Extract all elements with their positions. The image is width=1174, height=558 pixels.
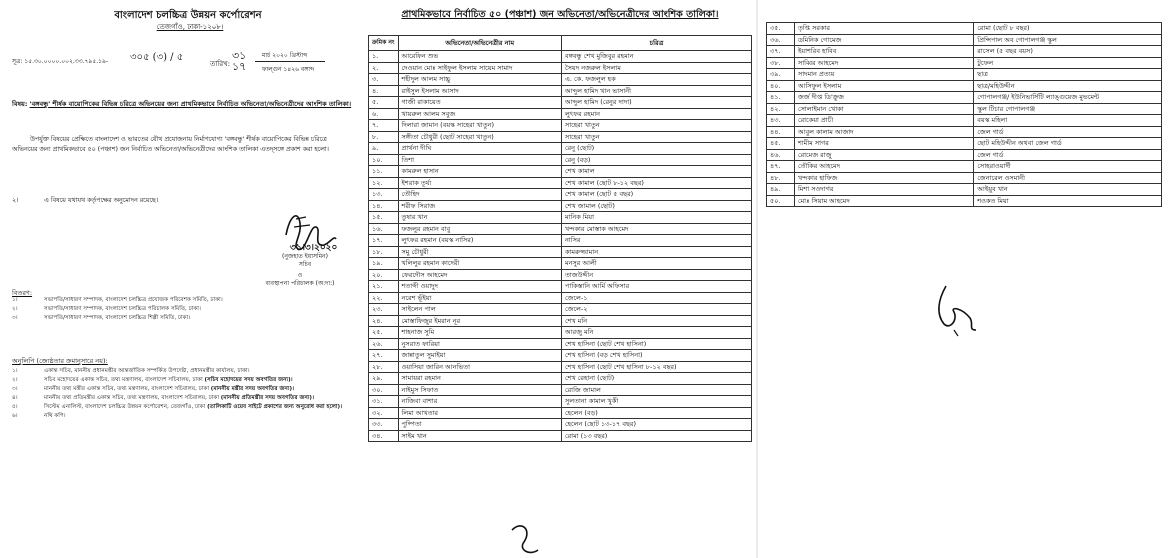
item-text-plain: সভাপতি/সাধারণ সম্পাদক, বাংলাদেশ চলচ্চিত্র পরিচালক সমিতি, ঢাকা। xyxy=(44,306,201,312)
table-row xyxy=(369,361,752,373)
initial-signature xyxy=(928,280,988,340)
cell-sl: ১১. xyxy=(369,166,399,178)
subject-line xyxy=(12,100,352,109)
cast-table-1 xyxy=(368,35,752,442)
cell-actor: মিশা সওদাগর xyxy=(794,184,973,196)
table-row xyxy=(369,131,752,143)
cell-actor: রোকেয়া প্রাচী xyxy=(794,115,973,127)
cell-sl: ৩৮. xyxy=(767,57,795,69)
cell-actor: জান্নাতুল সুমাইয়া xyxy=(398,350,561,362)
cell-role: শেখ হাসিনা (বড় শেখ হাসিনা) xyxy=(561,350,751,362)
reference-number: সূত্র: ১৫.৩০.০০০০.০০২.৩৩.৭৯৫.১৯- xyxy=(12,58,109,65)
date-handwritten xyxy=(232,50,246,72)
table-row xyxy=(369,74,752,86)
cell-role: আরজু মনি xyxy=(561,327,751,339)
cell-actor: ফজলুর রহমান বাবু xyxy=(398,223,561,235)
cell-role: শওকত মিয়া xyxy=(974,195,1162,207)
cell-sl: ৩৫. xyxy=(767,23,795,35)
cell-role: শেখ কামাল xyxy=(561,166,751,178)
table-row xyxy=(369,212,752,224)
table-row xyxy=(767,57,1162,69)
cell-role: হেলেন (বড়) xyxy=(561,407,751,419)
cell-sl: ১. xyxy=(369,51,399,63)
cell-role: প্রিন্সিপাল অব গোপালগঞ্জ স্কুল xyxy=(974,34,1162,46)
item-number: ১। xyxy=(12,368,18,374)
date-label: তারিখ: xyxy=(210,60,231,68)
cell-sl: ৩৯. xyxy=(767,69,795,81)
cell-actor: সাইম খান xyxy=(398,430,561,442)
cell-sl: ২৫. xyxy=(369,327,399,339)
cell-role: জেলে-১ xyxy=(561,292,751,304)
cell-role: সোহরাওয়ার্দী xyxy=(974,161,1162,173)
table-row xyxy=(369,430,752,442)
item-text xyxy=(44,367,250,375)
table-row xyxy=(767,161,1162,173)
cell-sl: ২৯. xyxy=(369,373,399,385)
paragraph-text: এ বিষয়ে যথাযথ কর্তৃপক্ষের অনুমোদন রয়েছে। xyxy=(44,197,159,204)
cell-sl: ৪. xyxy=(369,85,399,97)
cell-sl: ৩৭. xyxy=(767,46,795,58)
cell-sl: ৩৪. xyxy=(369,430,399,442)
cell-actor: সাব্বির আহমেদ xyxy=(794,57,973,69)
cell-sl: ৪৩. xyxy=(767,115,795,127)
item-text-bold: (মাননীয় প্রতিমন্ত্রীর সদয় অবগতির জন্য)। xyxy=(220,395,314,401)
signer-name-text: (নুজহাত ইয়াসমিন) xyxy=(282,253,328,260)
table-row xyxy=(767,195,1162,207)
signer-desig-text: ব্যবস্থাপনা পরিচালক (অ:দা:) xyxy=(265,280,335,287)
item-text xyxy=(44,305,201,313)
initial-signature xyxy=(502,520,562,558)
cell-actor: রাইসুল ইসলাম আসাদ xyxy=(398,85,561,97)
cell-role: মনসুর আলী xyxy=(561,258,751,270)
cell-role: ছাত্র/মহিউদ্দীন xyxy=(974,80,1162,92)
cell-actor: তৌকির আহমেদ xyxy=(794,161,973,173)
cell-sl: ১০. xyxy=(369,154,399,166)
cell-actor: কামরুল হাসান xyxy=(398,166,561,178)
table-row xyxy=(369,177,752,189)
cell-actor: তৌহিদ xyxy=(398,189,561,201)
cell-sl: ১৯. xyxy=(369,258,399,270)
table-row xyxy=(767,149,1162,161)
signer-name xyxy=(265,253,345,269)
table-row xyxy=(369,269,752,281)
cell-actor: নরেশ ভূঁইয়া xyxy=(398,292,561,304)
cell-sl: ১৪. xyxy=(369,200,399,212)
cell-role: জেল গার্ড xyxy=(974,149,1162,161)
header-actor: অভিনেতা/অভিনেত্রীর নাম xyxy=(398,36,561,51)
table-header-row xyxy=(369,36,752,51)
cell-actor: দিলারা জামান (বয়স্ক সাহেরা খাতুন) xyxy=(398,120,561,132)
table-row xyxy=(369,200,752,212)
cell-actor: তৃপ্তি সরকার xyxy=(794,23,973,35)
paragraph-number: ২। xyxy=(12,197,19,204)
cell-sl: ৩০. xyxy=(369,384,399,396)
table-row xyxy=(767,34,1162,46)
cell-role: আব্দুল হামিদ (রেনুর দাদা) xyxy=(561,97,751,109)
table-row xyxy=(369,143,752,155)
cell-actor: ইশরাক তূর্য্য xyxy=(398,177,561,189)
item-text-plain: সচিব মহোদয়ের একান্ত সচিব, তথ্য মন্ত্রণালয়, বাংলাদেশ সচিবালয়, ঢাকা xyxy=(44,377,205,383)
cell-sl: ৮. xyxy=(369,131,399,143)
item-text xyxy=(44,403,342,411)
date-day-2: ১৭ xyxy=(232,60,247,73)
table-row xyxy=(767,172,1162,184)
cast-list-page-1 xyxy=(362,0,758,558)
table-row xyxy=(369,223,752,235)
cell-sl: ৩৩. xyxy=(369,419,399,431)
table-row xyxy=(369,246,752,258)
cell-actor: আসিফুল ইসলাম xyxy=(794,80,973,92)
subject-label: বিষয়: xyxy=(12,100,28,108)
item-number: ৫। xyxy=(12,404,18,410)
cell-actor: লুৎফর রহমান (বয়স্ক নাসির) xyxy=(398,235,561,247)
cell-actor: শহীদুল আলম সাচ্চু xyxy=(398,74,561,86)
cell-sl: ৪৯. xyxy=(767,184,795,196)
cell-actor: ওয়াসিয়া জারিন আনভিতা xyxy=(398,361,561,373)
cell-actor: রোমেজ রাজু xyxy=(794,149,973,161)
cell-sl: ৪২. xyxy=(767,103,795,115)
cell-role: তাজউদ্দীন xyxy=(561,269,751,281)
cell-sl: ২৮. xyxy=(369,361,399,373)
table-row xyxy=(369,166,752,178)
cell-actor: প্রার্থনা দীঘি xyxy=(398,143,561,155)
cell-actor: নুসরাত ফারিয়া xyxy=(398,338,561,350)
table-row xyxy=(767,126,1162,138)
item-text-plain: সিস্টেম এনালিস্ট, বাংলাদেশ চলচ্চিত্র উন্নয়ন কর্পোরেশন, তেজগাঁও, ঢাকা xyxy=(44,404,208,410)
cell-sl: ৪০. xyxy=(767,80,795,92)
item-text-bold: (মাননীয় মন্ত্রীর সদয় অবগতির জন্য)। xyxy=(210,386,295,392)
cell-sl: ১২. xyxy=(369,177,399,189)
date-bangla: ফাল্গুন ১৪২৬ বঙ্গাব্দ xyxy=(262,66,315,73)
cell-sl: ৬. xyxy=(369,108,399,120)
table-row xyxy=(767,69,1162,81)
item-number: ২। xyxy=(12,306,18,312)
copy-item xyxy=(12,412,352,420)
item-number: ৬। xyxy=(12,413,18,419)
cell-sl: ৪৫. xyxy=(767,138,795,150)
cell-sl: ৫০. xyxy=(767,195,795,207)
table-row xyxy=(369,292,752,304)
cell-sl: ২০. xyxy=(369,269,399,281)
table-row xyxy=(369,120,752,132)
cell-sl: ১৬. xyxy=(369,223,399,235)
table-row xyxy=(767,92,1162,104)
cell-actor: সামায়রা রহমান xyxy=(398,373,561,385)
cell-sl: ৪৮. xyxy=(767,172,795,184)
header-sl: ক্রমিক নং xyxy=(369,36,399,51)
item-text xyxy=(44,376,293,384)
table-row xyxy=(369,281,752,293)
cell-actor: তুষার খান xyxy=(398,212,561,224)
copy-item xyxy=(12,385,352,393)
cell-role: রোমা (ছোট ৮ বছর) xyxy=(974,23,1162,35)
cell-actor: ডমিনিক গোমেজ xyxy=(794,34,973,46)
cell-sl: ২১. xyxy=(369,281,399,293)
cell-actor: পুষ্পিতা xyxy=(398,419,561,431)
org-address: তেজগাঁও, ঢাকা-১২০৮। xyxy=(156,23,224,31)
cell-role: জেনারেল ওসমানী xyxy=(974,172,1162,184)
cell-role: রাসেল (৫ বছর বয়স) xyxy=(974,46,1162,58)
cell-actor: শরীফ সিরাজ xyxy=(398,200,561,212)
table-row xyxy=(369,315,752,327)
table-row xyxy=(767,103,1162,115)
item-text-plain: সভাপতি/সাধারণ সম্পাদক, বাংলাদেশ চলচ্চিত্র প্রযোজক পরিবেশক সমিতি, ঢাকা। xyxy=(44,297,223,303)
cell-role: বয়স্ক মহিলা xyxy=(974,115,1162,127)
cell-actor: ইয়াশরিব হাবিব xyxy=(794,46,973,58)
item-text xyxy=(44,385,294,393)
cell-actor: আরেফিন শুভ xyxy=(398,51,561,63)
cell-actor: মোস্তাফিজুর ইমরান নূর xyxy=(398,315,561,327)
table-row xyxy=(767,46,1162,58)
copy-item xyxy=(12,367,352,375)
cell-sl: ৪১. xyxy=(767,92,795,104)
table-row xyxy=(767,115,1162,127)
cell-actor: সোলাইমান খোকা xyxy=(794,103,973,115)
subject-text: 'বঙ্গবন্ধু' শীর্ষক বায়োপিকের বিভিন্ন চরিত্রে অভিনয়ের জন্য প্রাথমিকভাবে নির্বাচিত অভিনেতা/অভিনেত্রীদের আংশিক তালিকা। xyxy=(29,100,352,108)
table-row xyxy=(369,62,752,74)
cell-role: শেখ জামাল (ছোট) xyxy=(561,200,751,212)
date-divider xyxy=(255,61,325,62)
cell-role: সাহেরা খাতুন xyxy=(561,131,751,143)
cell-sl: ১৮. xyxy=(369,246,399,258)
item-text-bold: (তালিকাটি ওয়েব সাইটে প্রকাশের জন্য অনুরোধ করা হলো)। xyxy=(207,404,343,410)
cell-actor: মোঃ সিয়াম আহমেদ xyxy=(794,195,973,207)
cell-role: হেলেন (ছোট ১৩-১৭ বছর) xyxy=(561,419,751,431)
cell-role: শেখ মনি xyxy=(561,315,751,327)
item-text xyxy=(44,412,66,420)
cell-sl: ১৩. xyxy=(369,189,399,201)
date-day-1: ৩১ xyxy=(232,49,247,62)
cell-sl: ৩১. xyxy=(369,396,399,408)
cell-actor: গাজী রাকায়েত xyxy=(398,97,561,109)
cell-role: ছোট মহিউদ্দীন অথবা জেল গার্ড xyxy=(974,138,1162,150)
table-row xyxy=(369,258,752,270)
item-text xyxy=(44,394,314,402)
cell-sl: ১৭. xyxy=(369,235,399,247)
cell-role: রেনু (ছোট) xyxy=(561,143,751,155)
table-row xyxy=(369,373,752,385)
distribution-title: বিতরণ: xyxy=(12,289,33,297)
table-row xyxy=(369,327,752,339)
cell-sl: ২৬. xyxy=(369,338,399,350)
item-text-plain: মাননীয় তথ্য মন্ত্রীর একান্ত সচিব, তথ্য মন্ত্রণালয়, বাংলাদেশ সচিবালয়, ঢাকা xyxy=(44,386,211,392)
table-row xyxy=(767,23,1162,35)
cell-actor: শাহনাজ সুমি xyxy=(398,327,561,339)
table-row xyxy=(369,97,752,109)
item-text-plain: মাননীয় তথ্য প্রতিমন্ত্রীর একান্ত সচিব, তথ্য মন্ত্রণালয়, বাংলাদেশ সচিবালয়, ঢাকা xyxy=(44,395,221,401)
cell-role: ছাত্র xyxy=(974,69,1162,81)
cell-sl: ২৭. xyxy=(369,350,399,362)
table-row xyxy=(767,184,1162,196)
table-row xyxy=(767,80,1162,92)
cell-role: সাহেরা খাতুন xyxy=(561,120,751,132)
memo-number-handwritten: ৩০৫ (৩) / ৫ xyxy=(130,52,184,63)
cell-sl: ৪৪. xyxy=(767,126,795,138)
org-name: বাংলাদেশ চলচ্চিত্র উন্নয়ন কর্পোরেশন xyxy=(114,10,262,21)
cell-role: কামরুজ্জামান xyxy=(561,246,751,258)
cell-actor: শামীম সাগর xyxy=(794,138,973,150)
cell-role: রোমা (১৩ বছর) xyxy=(561,430,751,442)
cell-sl: ৩৬. xyxy=(767,34,795,46)
cell-sl: ৪৬. xyxy=(767,149,795,161)
cell-role: লুৎফর রহমান xyxy=(561,108,751,120)
cell-actor: জর্জ দীপ্ত ডি'ক্রুজ xyxy=(794,92,973,104)
cell-actor: সঙ্গীতা চৌধুরী (ছোট সাহেরা খাতুন) xyxy=(398,131,561,143)
cell-role: আইয়ুব খান xyxy=(974,184,1162,196)
cell-role: সৈয়দ নজরুল ইসলাম xyxy=(561,62,751,74)
table-row xyxy=(369,85,752,97)
cell-role: এ. কে. ফজলুল হক xyxy=(561,74,751,86)
table-row xyxy=(369,108,752,120)
cell-sl: ৪৭. xyxy=(767,161,795,173)
cell-role: জেল গার্ড xyxy=(974,126,1162,138)
cell-role: খন্দকার মোস্তাক আহমেদ xyxy=(561,223,751,235)
cell-actor: খন্দকার হাফিজ xyxy=(794,172,973,184)
cell-role: পাকিস্তানি আর্মি অফিসার xyxy=(561,281,751,293)
cell-actor: লিমা আখতার xyxy=(398,407,561,419)
signer-and: ও xyxy=(297,272,303,279)
cell-role: শেখ হাসিনা (ছোট শেখ হাসিনা) xyxy=(561,338,751,350)
copy-list xyxy=(12,367,352,421)
item-text-bold: (সচিব মহোদয়ের সদয় অবগতির জন্য)। xyxy=(204,377,293,383)
cell-role: শেখ কামাল (ছোট ৫ বছর) xyxy=(561,189,751,201)
cell-actor: নাইমুস সিফাত xyxy=(398,384,561,396)
cell-sl: ২৩. xyxy=(369,304,399,316)
table-row xyxy=(369,51,752,63)
cell-role: গোপালগঞ্জ/ ইউনিভার্সিটি ল্যাঙ্গুয়েজ মুভমেন্ট xyxy=(974,92,1162,104)
cell-sl: ৩. xyxy=(369,74,399,86)
cell-sl: ৯. xyxy=(369,143,399,155)
item-text-plain: একান্ত সচিব, মাননীয় প্রধানমন্ত্রীর আন্তর্জাতিক সম্পর্কিত উপদেষ্টা, প্রধানমন্ত্রীর কার্যালয়, ঢাকা। xyxy=(44,368,250,374)
cell-role: টুফেল xyxy=(974,57,1162,69)
cell-role: নাসির xyxy=(561,235,751,247)
cast-list-page-2 xyxy=(758,0,1174,558)
cell-actor: দেওয়ান মোঃ সাইফুল ইসলাম সায়েম সামাদ xyxy=(398,62,561,74)
distribution-item xyxy=(12,314,352,322)
body-paragraph: উপর্যুক্ত বিষয়ের প্রেক্ষিতে বাংলাদেশ ও ভারতের যৌথ প্রযোজনায় নির্মাণযোগ্য 'বঙ্গবন্ধু' শীর্ষক বায়োপিকের বিভিন্ন চরিত্রে অভিনয়ের জন্য প্রাথমিকভাবে ৫০ (পঞ্চাশ) জন নির্বাচিত অভিনেতা/অভিনেত্রীদের আংশিক তালিকা এতদ্‌সঙ্গে প্রকাশ করা হলো। xyxy=(12,136,329,153)
cast-table-2 xyxy=(766,22,1162,207)
cell-actor: সাদমান প্রত্যয় xyxy=(794,69,973,81)
table-row xyxy=(369,419,752,431)
distribution-list xyxy=(12,296,352,323)
cell-role: রোজি জামাল xyxy=(561,384,751,396)
cell-actor: খায়রুল আলম সবুজ xyxy=(398,108,561,120)
signer-designation xyxy=(240,272,360,288)
cell-sl: ২৪. xyxy=(369,315,399,327)
table-row xyxy=(369,396,752,408)
list-title: প্রাথমিকভাবে নির্বাচিত ৫০ (পঞ্চাশ) জন অভিনেতা/অভিনেত্রীদের আংশিক তালিকা। xyxy=(401,9,719,20)
table-row xyxy=(369,384,752,396)
cell-actor: সমু চৌধুরী xyxy=(398,246,561,258)
cell-role: মানিক মিয়া xyxy=(561,212,751,224)
cell-actor: তিশা xyxy=(398,154,561,166)
item-number: ৩। xyxy=(12,315,18,321)
copy-item xyxy=(12,403,352,411)
date-gregorian: মার্চ ২০২০ খ্রিস্টাব্দ xyxy=(262,52,308,59)
table-row xyxy=(369,235,752,247)
table-row xyxy=(369,350,752,362)
cell-role: স্কুল টিচার গোপালগঞ্জ xyxy=(974,103,1162,115)
cell-sl: ৫. xyxy=(369,97,399,109)
signer-title: সচিব xyxy=(298,261,312,268)
table-row xyxy=(369,338,752,350)
table-row xyxy=(369,189,752,201)
item-text xyxy=(44,296,223,304)
letter-page xyxy=(0,0,362,558)
item-text xyxy=(44,314,190,322)
cell-sl: ৩২. xyxy=(369,407,399,419)
cell-sl: ৭. xyxy=(369,120,399,132)
cell-sl: ২২. xyxy=(369,292,399,304)
cell-role: রেনু (বড়) xyxy=(561,154,751,166)
cell-role: শেখ হাসিনা (ছোট শেখ হাসিনা ৮-১২ বছর) xyxy=(561,361,751,373)
cell-actor: খলিলুর রহমান কাদেরী xyxy=(398,258,561,270)
item-number: ৪। xyxy=(12,395,18,401)
item-number: ১। xyxy=(12,297,18,303)
cell-role: আব্দুল হামিদ খান ভাসানী xyxy=(561,85,751,97)
table-row xyxy=(369,407,752,419)
signature-date: ৩১।৩।২০২০ xyxy=(290,243,338,253)
table-row xyxy=(767,138,1162,150)
cell-role: শেখ কামাল (ছোট ৮-১২ বছর) xyxy=(561,177,751,189)
cell-role: শেখ রেহানা (ছোট) xyxy=(561,373,751,385)
cell-role: বঙ্গবন্ধু শেখ মুজিবুর রহমান xyxy=(561,51,751,63)
cell-sl: ১৫. xyxy=(369,212,399,224)
cell-sl: ২. xyxy=(369,62,399,74)
distribution-item xyxy=(12,305,352,313)
copy-item xyxy=(12,394,352,402)
cell-actor: শতাব্দী ওয়াদুদ xyxy=(398,281,561,293)
item-number: ৩। xyxy=(12,386,18,392)
cell-actor: আবুল কালাম আজাদ xyxy=(794,126,973,138)
cell-actor: নাজিবা বাশার xyxy=(398,396,561,408)
copy-title: অনুলিপি (জ্যেষ্ঠতার ক্রমানুসারে নয়): xyxy=(12,357,108,365)
copy-item xyxy=(12,376,352,384)
cell-role: জেলে-২ xyxy=(561,304,751,316)
item-number: ২। xyxy=(12,377,18,383)
item-text-plain: নথি কপি। xyxy=(44,413,66,419)
table-row xyxy=(369,154,752,166)
item-text-plain: সভাপতি/সাধারণ সম্পাদক, বাংলাদেশ চলচ্চিত্র শিল্পী সমিতি, ঢাকা। xyxy=(44,315,191,321)
header-role: চরিত্র xyxy=(561,36,751,51)
cell-actor: সাইলেন পাল xyxy=(398,304,561,316)
table-row xyxy=(369,304,752,316)
cell-actor: ফেরদৌস আহমেদ xyxy=(398,269,561,281)
cell-role: সুলতানা কামাল খুকী xyxy=(561,396,751,408)
distribution-item xyxy=(12,296,352,304)
